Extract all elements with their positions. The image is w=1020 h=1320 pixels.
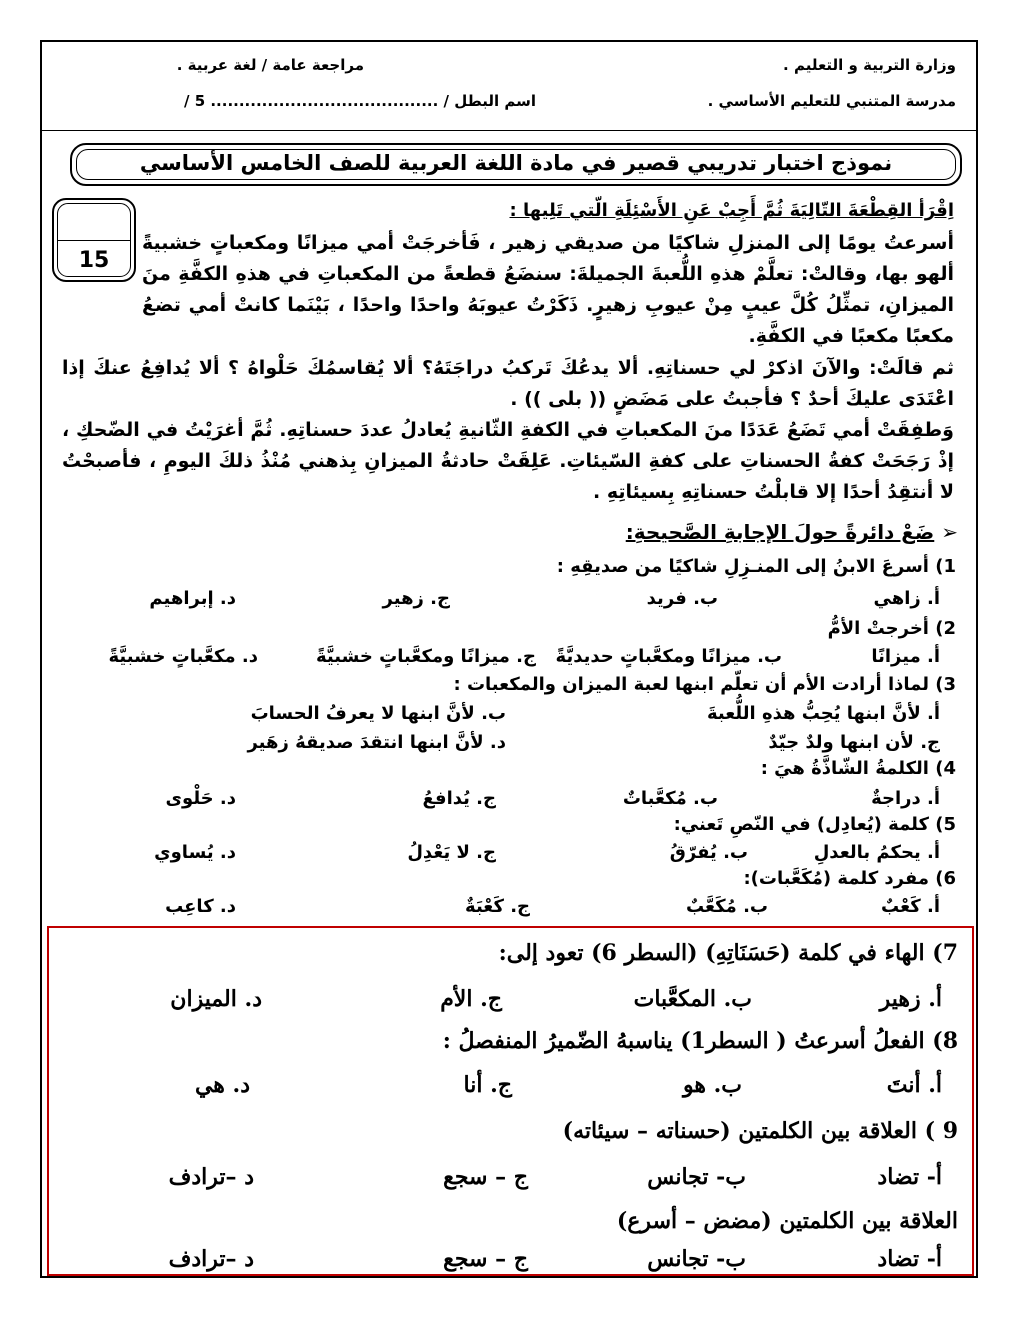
q10-option-a[interactable]: أ- تضاد xyxy=(877,1246,942,1272)
q7-option-d[interactable]: د. الميزان xyxy=(170,986,262,1012)
q3-option-c[interactable]: ج. لأن ابنها ولدٌ جيّدٌ xyxy=(768,732,940,753)
q7-option-c[interactable]: ج. الأم xyxy=(440,986,502,1012)
q6-option-b[interactable]: ب. مُكَعَّبٌ xyxy=(685,896,768,917)
title-frame xyxy=(70,143,962,186)
q2-option-a[interactable]: أ. ميزانًا xyxy=(871,646,940,667)
q9-option-a[interactable]: أ- تضاد xyxy=(877,1164,942,1190)
question-3: 3) لماذا أرادت الأم أن تعلّم ابنها لعبة الميزان والمكعبات : xyxy=(453,674,956,695)
q2-option-c[interactable]: ج. ميزانًا ومكعَّباتٍ خشبيَّةً xyxy=(315,646,536,667)
question-10: العلاقة بين الكلمتين (مضض – أسرع) xyxy=(616,1208,958,1234)
q10-option-b[interactable]: ب- تجانس xyxy=(647,1246,746,1272)
q1-option-b[interactable]: ب. فريد xyxy=(646,588,718,609)
q2-option-b[interactable]: ب. ميزانًا ومكعَّباتٍ حديديَّةً xyxy=(555,646,782,667)
q6-option-d[interactable]: د. كاعِب xyxy=(165,896,236,917)
q3-option-d[interactable]: د. لأنَّ ابنها انتقدَ صديقهُ زهَير xyxy=(247,732,506,753)
question-6: 6) مفرد كلمة (مُكَعَّبات): xyxy=(743,868,956,889)
q7-option-a[interactable]: أ. زهير xyxy=(879,986,942,1012)
q8-option-c[interactable]: ج. أنا xyxy=(463,1072,512,1098)
question-1: 1) أسرعَ الابنُ إلى المنـزِلِ شاكيًا من صديقِهِ : xyxy=(556,556,956,577)
q6-option-a[interactable]: أ. كَعْبٌ xyxy=(881,896,940,917)
q5-option-d[interactable]: د. يُساوي xyxy=(154,842,236,863)
page-title: نموذج اختبار تدريبي قصير في مادة اللغة العربية للصف الخامس الأساسي xyxy=(139,151,893,175)
additional-questions-box xyxy=(47,926,974,1276)
question-8: 8) الفعلُ أسرعتُ ( السطر1) يناسبهُ الضّميرُ المنفصلُ : xyxy=(442,1028,958,1054)
q8-option-d[interactable]: د. هي xyxy=(194,1072,250,1098)
q9-option-d[interactable]: د –ترادف xyxy=(168,1164,254,1190)
q5-option-b[interactable]: ب. يُفرّقُ xyxy=(669,842,748,863)
q5-option-a[interactable]: أ. يحكمُ بالعدلِ xyxy=(813,842,940,863)
subject-label: مراجعة عامة / لغة عربية . xyxy=(176,56,364,74)
q5-option-c[interactable]: ج. لا يَعْدِلُ xyxy=(407,842,496,863)
q4-option-b[interactable]: ب. مُكعَّباتٌ xyxy=(622,788,718,809)
question-2: 2) أخرجتْ الأمُّ xyxy=(827,618,956,639)
worksheet-page xyxy=(40,40,978,1278)
section-marker-icon: ➢ xyxy=(941,520,958,544)
q7-option-b[interactable]: ب. المكعَّبات xyxy=(633,986,752,1012)
q3-option-a[interactable]: أ. لأنَّ ابنها يُحِبُّ هذهِ اللُّعبةَ xyxy=(706,703,940,724)
score-box xyxy=(52,198,136,282)
passage-paragraph-2: ثم قالَتْ: والآنَ اذكرْ لي حسناتِهِ. ألا يدعُكَ تَركبُ دراجَتَهُ؟ ألا يُقاسمُكَ حَلْواهُ ؟ ألا يُدافِعُ عنكَ إذا اعْتَدَى عليكَ أحدٌ ؟ فأجبتُ على مَضَضٍ (( بلى )) . xyxy=(62,357,954,410)
q1-option-d[interactable]: د. إبراهيم xyxy=(149,588,236,609)
question-7: 7) الهاء في كلمة (حَسَنَاتِهِ) (السطر 6) تعود إلى: xyxy=(498,940,958,966)
q4-option-a[interactable]: أ. دراجةٌ xyxy=(871,788,940,809)
ministry-label: وزارة التربية و التعليم . xyxy=(783,56,956,74)
score-value: 15 xyxy=(78,248,110,273)
q4-option-c[interactable]: ج. يُدافعُ xyxy=(422,788,496,809)
q4-option-d[interactable]: د. حَلْوى xyxy=(165,788,236,809)
q8-option-b[interactable]: ب. هو xyxy=(683,1072,742,1098)
q6-option-c[interactable]: ج. كَعْبَةٌ xyxy=(465,896,530,917)
passage-paragraph-1: أسرعتُ يومًا إلى المنزلِ شاكيًا من صديقي زهير ، فَأخرجَتْ أمي ميزانًا ومكعباتٍ خشبيةً ألهو بها، وقالتْ: تعلَّمْ هذهِ اللُّعبةَ الجميلةَ: سنضَعُ قطعةً من المكعباتِ في هذهِ الكفَّةِ منَ الميزانِ، تمثِّلُ كُلَّ عيبٍ مِنْ عيوبِ زهيرٍ. ذَكَرْتُ عيوبَهُ واحدًا واحدًا ، بَيْنَما كانتْ أمي تضعُ مكعبًا مكعبًا في الكفَّةِ. xyxy=(142,232,954,347)
section-heading xyxy=(626,520,958,544)
school-label: مدرسة المتنبي للتعليم الأساسي . xyxy=(707,92,956,110)
q2-option-d[interactable]: د. مكعَّباتٍ خشبيَّةً xyxy=(108,646,258,667)
reading-instruction: اِقْرَأ القِطْعَةَ التّالِيَةَ ثُمَّ أَجِبْ عَنِ الأَسْئِلَةِ الّتي تَلِيها : xyxy=(509,200,954,221)
q1-option-c[interactable]: ج. زهير xyxy=(382,588,450,609)
question-5: 5) كلمة (يُعادِل) في النّصِ تَعني: xyxy=(673,814,956,835)
q10-option-d[interactable]: د –ترادف xyxy=(168,1246,254,1272)
q9-option-b[interactable]: ب- تجانس xyxy=(647,1164,746,1190)
student-name-field[interactable]: اسم البطل / ........................................ 5 / xyxy=(184,92,536,110)
section-title: ضَعْ دائرةً حولَ الإجابةِ الصَّحيحةِ: xyxy=(625,520,935,544)
q9-option-c[interactable]: ج – سجع xyxy=(443,1164,528,1190)
q8-option-a[interactable]: أ. أنتَ xyxy=(886,1072,942,1098)
q10-option-c[interactable]: ج – سجع xyxy=(443,1246,528,1272)
question-4: 4) الكلمةُ الشّاذَّةُ هيَ : xyxy=(760,758,956,779)
passage-paragraph-3: وَطفِقَتْ أمي تَضَعُ عَدَدًا منَ المكعباتِ في الكفةِ الثّانيةِ يُعادلُ عددَ حسناتِهِ. ثُمَّ أغرَيْتُ في الضّحكِ ، إذْ رَجَحَتْ كفةُ الحسناتِ على كفةِ السّيئاتِ. عَلِقَتْ حادثةُ الميزانِ بِذهني مُنْذُ ذلكَ اليومِ ، فأصبحْتُ لا أنتقِدُ أحدًا إلا قابلْتُ حسناتِهِ بِسيئاتِهِ . xyxy=(62,419,954,503)
q1-option-a[interactable]: أ. زاهي xyxy=(873,588,940,609)
header-divider xyxy=(42,130,976,131)
q3-option-b[interactable]: ب. لأنَّ ابنها لا يعرفُ الحسابَ xyxy=(250,703,506,724)
question-9: 9 ) العلاقة بين الكلمتين (حسناته – سيئاته) xyxy=(562,1118,958,1144)
